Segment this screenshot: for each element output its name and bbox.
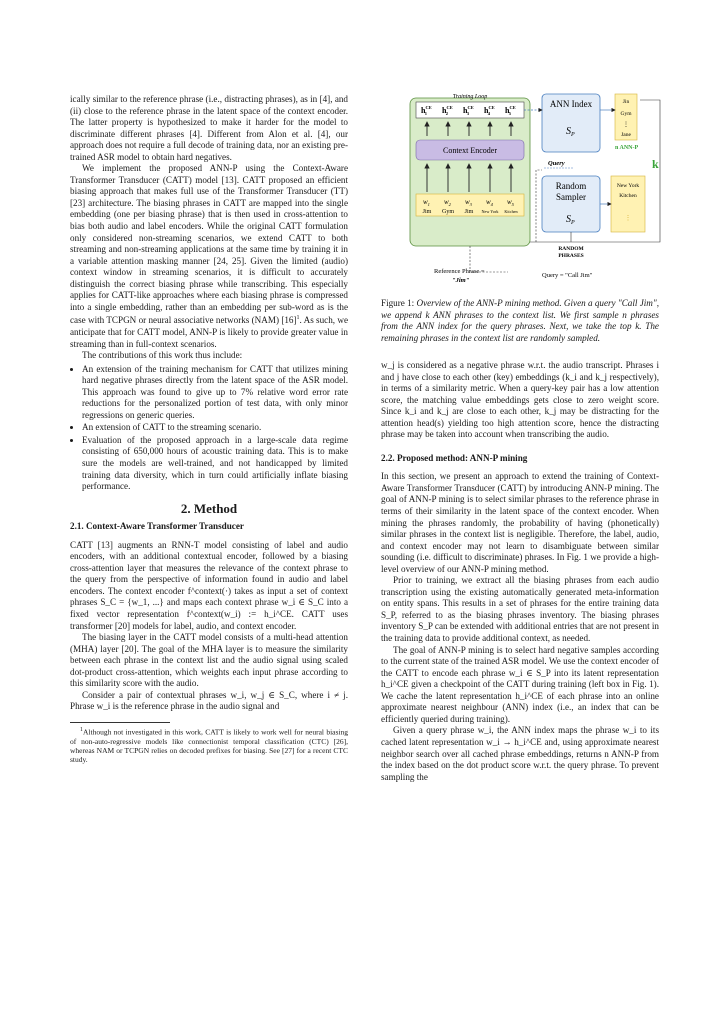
k-label: k (652, 157, 659, 171)
right-paragraph-1: w_j is considered as a negative phrase w.r.t. the audio transcript. Phrases i and j have close to each other (key) embeddings (k_i and k_j respectively), in terms of a similarity metric. When a query-key pair has a low attention score, the matching value embeddings gets close to zero weight score. Since k_i and k_j are close to each other, k_j may be distracting for the attention head(s) yielding too high attention score, hence the distracting phrase may be taken into account when transcribing the audio. (381, 360, 659, 440)
h-embedding-5: $h^{CE}$ 5 (505, 105, 516, 116)
h-embedding-2: $h^{CE}$ 2 (442, 105, 453, 116)
left-paragraph-4: CATT [13] augments an RNN-T model consisting of label and audio encoders, with an additional contextual encoder, followed by a biasing cross-attention layer that measures the relevance of the context phrase to the query from the perspective of information found in audio and label encoders. The context encoder f^context(·) takes as input a set of context phrases S_C = {w_1, ...} and maps each context phrase w_i ∈ S_C into a fixed vector representation f^context(w_i) := h_i^CE. CATT uses transformer [20] models for label, audio, and context encoder. (70, 539, 348, 631)
random-phrase: New York (616, 183, 640, 189)
figure-caption (381, 298, 659, 344)
ann-phrase: Gym (620, 111, 632, 117)
subsection-title-2: 2.2. Proposed method: ANN-P mining (381, 452, 528, 463)
query-label: Query (548, 160, 565, 167)
left-paragraph-2: We implement the proposed ANN-P using the Context-Aware Transformer Transducer (CATT) model [13]. CATT proposed an efficient biasing approach that makes full use of the Transformer Transducer (TT) [23] architecture. The biasing phrases in CATT are mapped into the single embedding (one per biasing phrase) that is then used in cross-attention to bias both audio and label encoders. While the original CATT formulation only considered non-streaming scenarios, we extend CATT to both streaming and non-streaming applications at the same time by training it in a variable attention masking manner [24, 25]. Given the limited (audio) context window in streaming scenarios, it is difficult to accurately distinguish the correct biasing phrase while transcribing. This especially applies for CATT-like approaches where each biasing phrase is compressed into a single embedding, rather than an embedding per sub-word as is the case with TCPGN or neural associative networks (NAM) $[16]^1$. As such, we anticipate that for CATT model, ANN-P is likely to provide greater value in streaming than in full-context scenarios. (70, 163, 348, 349)
footnote: $^1$Although not investigated in this work, CATT is likely to work well for neural biasing of non-auto-regressive models like connectionist temporal classification (CTC) [26], whereas NAM or TCPGN relies on decoded prefixes for biasing. See [27] for a recent CTC study. (70, 726, 348, 765)
caption-label: Figure 1: (381, 298, 417, 308)
figure-1-diagram (408, 92, 670, 287)
training-loop-box (410, 98, 530, 246)
w-name-4: New York (481, 209, 499, 214)
right-paragraph-4: The goal of ANN-P mining is to select hard negative samples according to the current state of the trained ASR model. We use the context encoder of the CATT to encode each phrase w_i ∈ S_P into its latent representation h_i^CE given a checkpoint of the CATT during training (left box in Fig. 1). We cache the latent representation h_i^CE of each phrase into an online approximate nearest neighbour (ANN) index (i.e., an index that can be efficiently queried during training). (381, 644, 659, 724)
w-phrase-1: $w_1$ (423, 198, 430, 207)
training-loop-label: Training Loop (452, 94, 488, 100)
subsection-title: 2.1. Context-Aware Transformer Transducer (70, 521, 244, 532)
section-title: 2. Method (180, 500, 238, 516)
list-item: • An extension of the training mechanism for CATT that utilizes mining hard negative phrases directly from the latent space of the ASR model. This approach was found to give up to 7% relative word error rate reductions for the personalized portion of test data, with only minor regressions on generic queries. (82, 364, 348, 422)
w-phrase-3: $w_3$ (465, 198, 472, 207)
ellipsis: ⋮ (623, 122, 629, 128)
w-phrase-2: $w_2$ (444, 198, 451, 207)
ann-phrase: Jane (621, 132, 631, 138)
w-phrase-4: $w_4$ (486, 198, 493, 207)
right-paragraph-3: Prior to training, we extract all the biasing phrases from each audio transcription using the existing automatically generated meta-information on entity spans. This results in a set of phrases for the entire training data S_P, referred to as the biasing phrases inventory. The biasing phrases inventory S_P can be extended with additional entries that are not present in the training data to provide additional context, as needed. (381, 575, 659, 644)
w-name-3: Jim (464, 209, 474, 215)
caption-text: Overview of the ANN-P mining method. Given a query "Call Jim", we append k ANN phrases to the context list. We first sample n phrases from the ANN index for the query phrases. Next, we take the top k. The remaining phrases in the context list are randomly sampled. (381, 298, 659, 343)
h-embedding-3: $h^{CE}$ 3 (463, 105, 474, 116)
ann-phrase: Jin (622, 99, 630, 105)
ann-index-label: ANN Index (549, 99, 593, 109)
left-paragraph-1: ically similar to the reference phrase (i.e., distracting phrases), as in [4], and (ii) close to the reference phrase in the latent space of the context encoder. The latter property is hypothesized to make it harder for the model to discriminate different phrases [4]. Different from Alon et al. [4], our approach does not require a full decode of training data, nor an existing pre-trained ASR model to obtain hard negatives. (70, 94, 348, 162)
w-name-2: Gym (442, 209, 454, 215)
right-paragraph-2: In this section, we present an approach to extend the training of Context-Aware Transformer Transducer (CATT) by introducing ANN-P mining. The goal of ANN-P mining is to select similar phrases to the reference phrase in terms of their similarity in the latent space of the context encoder. When mining the phrases randomly, the probability of having (phonetically) similar phrases in the context list is negligible. Therefore, the label, audio, and context encoder may not learn to disambiguate between similar sounding (i.e. difficult to discriminate) phrases. In Fig. 1 we provide a high-level overview of our ANN-P mining method. (381, 471, 659, 574)
left-paragraph-6: Consider a pair of contextual phrases w_i, w_j ∈ S_C, where i ≠ j. Phrase w_i is the reference phrase in the audio signal and (70, 689, 348, 712)
contributions-list (70, 364, 348, 493)
sp-label-2: $S_P$ (566, 214, 575, 226)
ellipsis: ⋮ (624, 214, 632, 222)
list-item: • An extension of CATT to the streaming scenario. (82, 422, 348, 434)
random-phrases-label-2: PHRASES (558, 253, 584, 259)
connector-query (536, 170, 542, 242)
w-name-1: Jim (422, 209, 432, 215)
w-name-5: Kitchen (504, 209, 518, 214)
left-column (70, 94, 348, 764)
right-column (381, 360, 659, 783)
random-phrases-label-1: RANDOM (558, 246, 584, 252)
left-paragraph-5: The biasing layer in the CATT model consists of a multi-head attention (MHA) layer [20]. The goal of the MHA layer is to measure the similarity between each phrase in the context list and the audio signal using scaled dot-product cross-attention, which weights each input phrase according to this similarity score with the audio. (70, 632, 348, 689)
random-phrase: Kitchen (619, 193, 637, 199)
footnote-divider (70, 722, 170, 723)
w-phrase-5: $w_5$ (507, 198, 514, 207)
right-paragraph-5: Given a query phrase w_i, the ANN index maps the phrase w_i to its cached latent representation w_i → h_i^CE and, using approximate nearest neighbor search over all cached phrase embeddings, returns n ANN-P from the index based on the dot product score w.r.t. the query phrase. To prevent sampling the (381, 725, 659, 782)
h-embedding-1: $h^{CE}$ 1 (421, 105, 432, 116)
left-paragraph-3: The contributions of this work thus include: (82, 350, 243, 361)
reference-phrase-value: "Jim" (452, 277, 470, 284)
context-encoder-label: Context Encoder (443, 146, 497, 155)
footnote-ref: 1 (296, 315, 300, 322)
n-ann-p-label: n ANN-P (615, 145, 639, 151)
sp-label: $S_P$ (566, 126, 575, 138)
query-equation: Query = "Call Jim" (542, 272, 593, 279)
list-item: • Evaluation of the proposed approach in a large-scale data regime consisting of 650,000 hours of acoustic training data. This is to make sure the models are well-trained, and not handicapped by limited training data diversity, which in turn could artificially inflate biasing performance. (82, 435, 348, 493)
random-sampler-label-1: Random (555, 181, 587, 191)
h-embedding-4: $h^{CE}$ 4 (484, 105, 495, 116)
random-sampler-label-2: Sampler (556, 192, 586, 202)
reference-phrase-label: Reference Phrase = (434, 268, 485, 275)
